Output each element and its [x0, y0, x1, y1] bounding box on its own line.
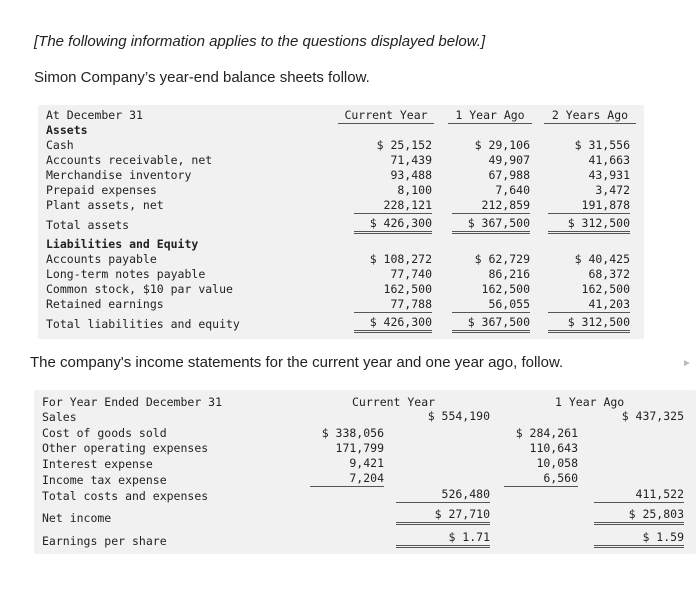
row-label: Plant assets, net — [46, 198, 164, 212]
row-label: Prepaid expenses — [46, 183, 157, 197]
value-1-year-ago: 49,907 — [488, 153, 530, 167]
row-label: Long-term notes payable — [46, 267, 206, 281]
balance-header-label: At December 31 — [46, 108, 143, 122]
value-prior: $ 437,325 — [621, 409, 684, 423]
income-col-header-1-year-ago: 1 Year Ago — [555, 395, 625, 409]
income-header-label: For Year Ended December 31 — [42, 395, 223, 409]
value-current: $ 426,300 — [354, 216, 432, 234]
row-label: Net income — [42, 511, 112, 525]
row-label: Cash — [46, 138, 74, 152]
col-header-2-years-ago: 2 Years Ago — [544, 108, 636, 124]
value-1-year-ago: $ 62,729 — [474, 252, 530, 266]
value-current: 228,121 — [354, 198, 432, 214]
row-label: Total liabilities and equity — [46, 317, 240, 331]
row-label: Common stock, $10 par value — [46, 282, 233, 296]
value-current: 77,788 — [354, 297, 432, 313]
liabilities-heading: Liabilities and Equity — [46, 237, 199, 251]
value-2-years-ago: 162,500 — [581, 282, 630, 296]
value-2-years-ago: 68,372 — [588, 267, 630, 281]
row-label: Accounts receivable, net — [46, 153, 213, 167]
value-2-years-ago: $ 312,500 — [548, 216, 630, 234]
value-1-year-ago: $ 29,106 — [474, 138, 530, 152]
row-label: Earnings per share — [42, 534, 167, 548]
income-statement-intro: The company's income statements for the current year and one year ago, follow. — [30, 354, 564, 371]
balance-sheet-panel — [38, 105, 644, 339]
value-current: 171,799 — [335, 441, 384, 455]
value-current: $ 25,152 — [376, 138, 432, 152]
col-header-current: Current Year — [338, 108, 434, 124]
value-current: 526,480 — [396, 487, 490, 503]
value-1-year-ago: 7,640 — [495, 183, 530, 197]
col-header-1-year-ago: 1 Year Ago — [448, 108, 532, 124]
value-prior: $ 25,803 — [594, 507, 684, 525]
row-label: Total assets — [46, 218, 130, 232]
value-current: $ 338,056 — [321, 426, 384, 440]
income-col-header-current: Current Year — [352, 395, 436, 409]
value-current: 7,204 — [310, 471, 384, 487]
value-prior: $ 284,261 — [515, 426, 578, 440]
value-1-year-ago: 86,216 — [488, 267, 530, 281]
row-label: Income tax expense — [42, 473, 167, 487]
value-2-years-ago: 43,931 — [588, 168, 630, 182]
row-label: Other operating expenses — [42, 441, 209, 455]
value-2-years-ago: $ 312,500 — [548, 315, 630, 333]
value-2-years-ago: 41,663 — [588, 153, 630, 167]
row-label: Cost of goods sold — [42, 426, 167, 440]
value-current: $ 554,190 — [427, 409, 490, 423]
value-current: $ 426,300 — [354, 315, 432, 333]
value-1-year-ago: 162,500 — [481, 282, 530, 296]
value-1-year-ago: 212,859 — [452, 198, 530, 214]
chevron-right-icon: ► — [682, 358, 692, 369]
value-prior: 10,058 — [536, 456, 578, 470]
value-current: $ 1.71 — [396, 530, 490, 548]
value-prior: 6,560 — [504, 471, 578, 487]
balance-sheet-intro: Simon Company’s year-end balance sheets follow. — [34, 69, 370, 86]
value-current: 8,100 — [397, 183, 432, 197]
value-2-years-ago: $ 31,556 — [574, 138, 630, 152]
row-label: Sales — [42, 410, 77, 424]
value-2-years-ago: $ 40,425 — [574, 252, 630, 266]
row-label: Retained earnings — [46, 297, 164, 311]
value-prior: 411,522 — [594, 487, 684, 503]
row-label: Interest expense — [42, 457, 153, 471]
value-prior: 110,643 — [529, 441, 578, 455]
value-current: 77,740 — [390, 267, 432, 281]
value-1-year-ago: $ 367,500 — [452, 216, 530, 234]
row-label: Accounts payable — [46, 252, 157, 266]
value-current: 9,421 — [349, 456, 384, 470]
row-label: Total costs and expenses — [42, 489, 209, 503]
value-1-year-ago: 56,055 — [452, 297, 530, 313]
intro-note: [The following information applies to the questions displayed below.] — [34, 33, 486, 50]
value-2-years-ago: 41,203 — [548, 297, 630, 313]
value-2-years-ago: 191,878 — [548, 198, 630, 214]
value-current: 162,500 — [383, 282, 432, 296]
value-prior: $ 1.59 — [594, 530, 684, 548]
value-current: $ 108,272 — [369, 252, 432, 266]
income-statement-panel — [34, 390, 696, 554]
value-current: 93,488 — [390, 168, 432, 182]
value-current: $ 27,710 — [396, 507, 490, 525]
value-current: 71,439 — [390, 153, 432, 167]
value-1-year-ago: $ 367,500 — [452, 315, 530, 333]
row-label: Merchandise inventory — [46, 168, 192, 182]
assets-heading: Assets — [46, 123, 88, 137]
value-2-years-ago: 3,472 — [595, 183, 630, 197]
value-1-year-ago: 67,988 — [488, 168, 530, 182]
